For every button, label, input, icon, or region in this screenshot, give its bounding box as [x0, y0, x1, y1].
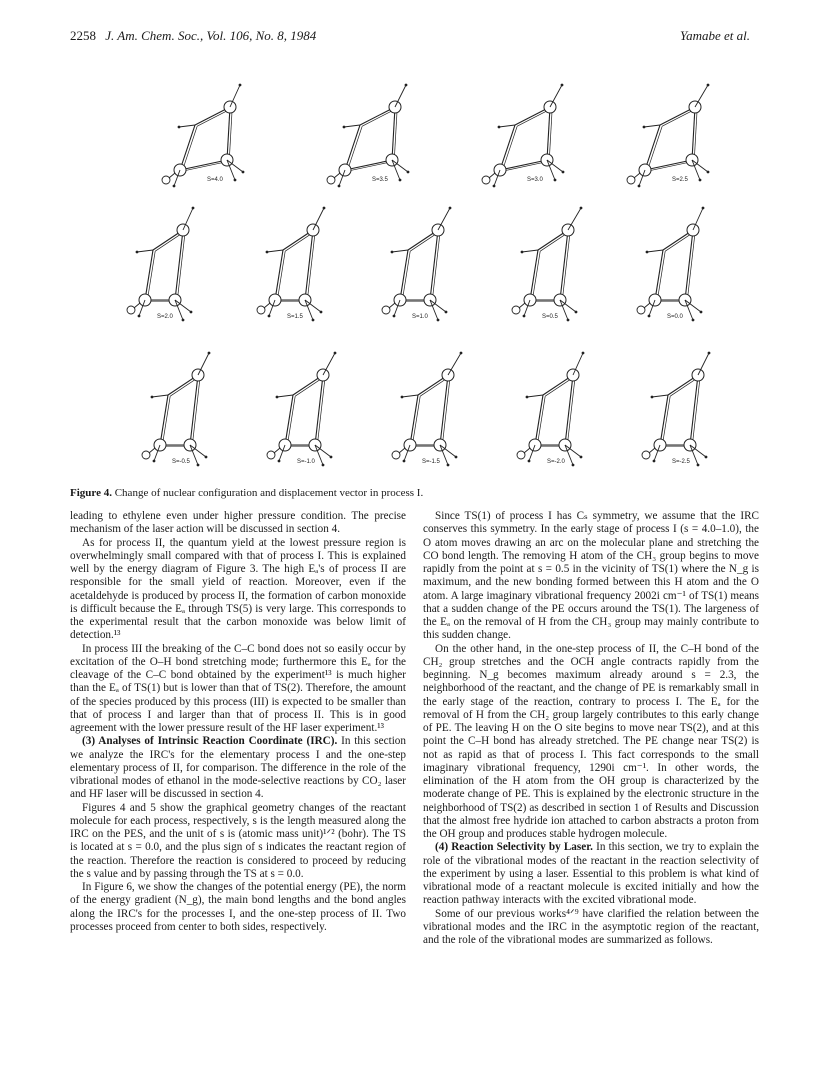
paragraph-text: Figures 4 and 5 show the graphical geometry changes of the reactant molecule for each process, respectively, s is the length measured along the IRC on the PES, and the unit of s is (atomic mass unit)¹ᐟ² (bohr). The TS is located at s = 0.0, and the plus sign of s indicates the reactant region of the reaction. Therefore the reaction is considered to proceed by reducing the s value and by passing through the TS at s = 0.0. — [70, 801, 406, 880]
vector-tip — [136, 251, 139, 254]
bond-line — [440, 375, 448, 445]
paragraph-text: Since TS(1) of process I has Cₛ symmetry, we assume that the IRC conserves this symmetry. In the early stage of process I (s = 4.0–1.0), the O atom moves drawing an arc on the molecular plane and stretching the CO bond length. The removing H atom of the CH₃ group begins to move rapidly from the point at s = 0.5 in the vicinity of TS(1) where the N_g is maximum, and the new bonding formed between this H atom and the O atom. A large imaginary vibrational frequency 2002i cm⁻¹ of TS(1) means that a sudden change of the PE occurs around the TS(1). The largeness of the Eₐ on the removal of H from the CH₃ group may mainly contribute to this sudden change. — [423, 510, 759, 642]
vector-tip — [405, 84, 408, 87]
vector-tip — [460, 352, 463, 355]
bond-line — [389, 303, 395, 308]
vector-tip — [692, 319, 695, 322]
vector-tip — [699, 179, 702, 182]
vector-tip — [391, 251, 394, 254]
vector-tip — [242, 171, 245, 174]
atom-circle — [382, 306, 390, 314]
bond-line — [502, 126, 517, 171]
molecule-panel — [627, 84, 709, 188]
atom-circle — [637, 306, 645, 314]
vector-tip — [208, 352, 211, 355]
molecule-panel — [482, 84, 564, 188]
vector-tip — [651, 396, 654, 399]
molecule-panel — [267, 352, 336, 467]
atom-circle — [392, 451, 400, 459]
bond-line — [660, 395, 668, 445]
atom-circle — [127, 306, 135, 314]
vector-tip — [276, 396, 279, 399]
vector-tip — [403, 460, 406, 463]
molecule-panel — [637, 207, 704, 322]
paragraph-text: In Figure 6, we show the changes of the potential energy (PE), the norm of the energy gradient (N_g), the main bond lengths and the bond angles along the IRC's for the processes I, and the one-step process of II. Two processes proceed from center to both sides, respectively. — [70, 881, 406, 933]
atom-circle — [327, 176, 335, 184]
panel-label: S=0.5 — [542, 314, 558, 320]
displacement-vector — [448, 353, 461, 375]
vector-tip — [266, 251, 269, 254]
vector-tip — [526, 396, 529, 399]
panel-label: S=4.0 — [207, 177, 223, 183]
vector-tip — [528, 460, 531, 463]
vector-tip — [399, 179, 402, 182]
panel-label: S=0.0 — [667, 314, 683, 320]
vector-tip — [572, 464, 575, 467]
vector-tip — [178, 126, 181, 129]
molecule-panel — [162, 84, 244, 188]
displacement-vector — [647, 250, 663, 252]
molecule-configuration-figure — [70, 55, 760, 485]
bond-line — [275, 250, 283, 300]
right-text-column — [423, 510, 759, 947]
bond-line — [180, 160, 227, 170]
displacement-vector — [550, 85, 562, 107]
vector-tip — [567, 319, 570, 322]
vector-tip — [445, 311, 448, 314]
vector-tip — [648, 315, 651, 318]
vector-tip — [322, 464, 325, 467]
atom-circle — [267, 451, 275, 459]
header-authors: Yamabe et al. — [680, 28, 750, 43]
displacement-vector — [644, 125, 660, 127]
molecule-panel — [127, 207, 194, 322]
vector-tip — [705, 456, 708, 459]
vector-tip — [554, 179, 557, 182]
vector-tip — [334, 352, 337, 355]
running-header — [70, 28, 750, 48]
vector-tip — [449, 207, 452, 210]
displacement-vector — [527, 395, 543, 397]
panel-label: S=-1.0 — [297, 459, 315, 465]
vector-tip — [653, 460, 656, 463]
bond-line — [690, 375, 698, 445]
bond-line — [560, 230, 568, 300]
paragraph-text: As for process II, the quantum yield at the lowest pressure region is overwhelmingly small compared with that of process I. This is explained well by the energy diagram of Figure 3. The high Eₐ's of process II are responsible for the small yield of reaction. Moreover, even if the acetaldehyde is produced by process II, the formation of carbon monoxide is difficult because the Eₐ through TS(5) is very large. This corresponds to the experimental result that the carbon monoxide was below limit of detection.¹³ — [70, 536, 406, 642]
vector-tip — [582, 352, 585, 355]
bond-line — [345, 125, 360, 170]
displacement-vector — [402, 395, 418, 397]
molecule-panel — [257, 207, 325, 322]
left-text-column — [70, 510, 406, 934]
journal-citation: J. Am. Chem. Soc., Vol. 106, No. 8, 1984 — [105, 28, 317, 43]
bond-line — [169, 173, 175, 178]
bond-line — [645, 125, 660, 170]
vector-tip — [498, 126, 501, 129]
displacement-vector — [179, 125, 195, 127]
bond-line — [430, 230, 438, 300]
molecule-panel — [642, 352, 710, 467]
vector-tip — [393, 315, 396, 318]
vector-tip — [407, 171, 410, 174]
bond-line — [500, 125, 515, 170]
bond-line — [334, 173, 340, 178]
displacement-vector — [522, 250, 538, 252]
molecule-panel — [517, 352, 584, 467]
bond-line — [149, 448, 155, 453]
vector-tip — [173, 185, 176, 188]
vector-tip — [182, 319, 185, 322]
displacement-vector — [344, 125, 360, 127]
bond-line — [410, 395, 418, 445]
bond-line — [519, 303, 525, 308]
bond-line — [175, 230, 183, 300]
vector-tip — [707, 84, 710, 87]
displacement-vector — [267, 250, 283, 252]
panel-label: S=3.5 — [372, 177, 388, 183]
caption-text: Change of nuclear configuration and displacement vector in process I. — [111, 487, 424, 499]
vector-tip — [697, 464, 700, 467]
vector-tip — [523, 315, 526, 318]
atom-circle — [162, 176, 170, 184]
vector-tip — [268, 315, 271, 318]
displacement-vector — [392, 250, 408, 252]
paragraph — [423, 510, 759, 643]
page-number: 2258 — [70, 28, 96, 43]
vector-tip — [707, 171, 710, 174]
paragraph — [70, 881, 406, 934]
vector-tip — [437, 319, 440, 322]
bond-line — [274, 448, 280, 453]
bond-line — [634, 173, 640, 178]
displacement-vector — [499, 125, 515, 127]
bond-line — [500, 160, 547, 170]
paragraph — [70, 643, 406, 736]
bond-line — [489, 173, 495, 178]
atom-circle — [482, 176, 490, 184]
vector-tip — [138, 315, 141, 318]
vector-tip — [447, 464, 450, 467]
atom-circle — [627, 176, 635, 184]
molecule-panel — [142, 352, 210, 467]
vector-tip — [708, 352, 711, 355]
vector-tip — [338, 185, 341, 188]
displacement-vector — [438, 208, 450, 230]
displacement-vector — [152, 395, 168, 397]
bond-line — [400, 250, 408, 300]
bond-line — [182, 126, 197, 171]
vector-tip — [580, 456, 583, 459]
vector-tip — [643, 126, 646, 129]
vector-tip — [580, 207, 583, 210]
molecule-panel — [327, 84, 409, 188]
bond-line — [530, 250, 538, 300]
vector-tip — [493, 185, 496, 188]
bond-line — [180, 125, 195, 170]
bond-line — [535, 395, 543, 445]
bond-line — [134, 303, 140, 308]
paragraph — [70, 537, 406, 643]
displacement-vector — [277, 395, 293, 397]
vector-tip — [151, 396, 154, 399]
bond-line — [145, 250, 153, 300]
bond-line — [647, 126, 662, 171]
bond-line — [399, 448, 405, 453]
panel-label: S=2.0 — [157, 314, 173, 320]
displacement-vector — [695, 85, 708, 107]
vector-tip — [561, 84, 564, 87]
vector-tip — [401, 396, 404, 399]
bond-line — [264, 303, 270, 308]
bond-line — [345, 160, 392, 170]
paragraph — [70, 735, 406, 801]
bond-line — [649, 448, 655, 453]
molecule-panel — [512, 207, 582, 322]
vector-tip — [330, 456, 333, 459]
displacement-vector — [137, 250, 153, 252]
bond-line — [685, 230, 693, 300]
vector-tip — [575, 311, 578, 314]
atom-circle — [517, 451, 525, 459]
atom-circle — [257, 306, 265, 314]
paragraph — [423, 841, 759, 907]
vector-tip — [192, 207, 195, 210]
paragraph-text: In this section we analyze the IRC's for the elementary process I and the one-step elementary process of II, for comparison. The difference in the role of the vibrational modes of ethanol in the mode-selective reactions by CO₂ laser and HF laser will be discussed in section 4. — [70, 735, 406, 801]
vector-tip — [190, 311, 193, 314]
bond-line — [524, 448, 530, 453]
paragraph — [423, 643, 759, 842]
section-heading: (3) Analyses of Intrinsic Reaction Coordinate (IRC). — [82, 735, 338, 748]
vector-tip — [638, 185, 641, 188]
bond-line — [347, 126, 362, 171]
panel-label: S=1.0 — [412, 314, 428, 320]
atom-circle — [512, 306, 520, 314]
atom-circle — [642, 451, 650, 459]
vector-tip — [702, 207, 705, 210]
panel-label: S=-1.5 — [422, 459, 440, 465]
figure-4 — [70, 55, 760, 485]
panel-label: S=-2.0 — [547, 459, 565, 465]
paragraph-text: In process III the breaking of the C–C bond does not so easily occur by excitation of the O–H bond stretching mode; furthermore this Eₐ for the cleavage of the C–C bond obtained by the experiment¹³ is much higher than the Eₐ of TS(1) but is lower than that of TS(2). Therefore, the amount of the species produced by this process (III) is expected to be smaller than that of process I and larger than that of process II. This is in good agreement with the lower pressure result of the HF laser experiment.¹³ — [70, 642, 406, 734]
vector-tip — [562, 171, 565, 174]
paragraph-text: On the other hand, in the one-step process of II, the C–H bond of the CH₂ group stretches and the OCH angle contracts rapidly from the beginning. N_g becomes maximum already around s = 2.3, the neighborhood of the reactant, and the change of PE is remarkably small in the early stage of the reaction, contrary to process I. The Eₐ for the removal of H from the CH₂ group largely contributes to this early change of PE. The leaving H on the O site begins to move near TS(2), and at this point the C–H bond has already stretched. The PE change near TS(2) is not as rapid as that of process I. This fact corresponds to the small imaginary vibrational frequency, 1290i cm⁻¹. In other words, the elimination of the H atom from the OH group is characterized by the moderate change of PE. This is explained by the electronic structure in the neighborhood of TS(2) as described in section 1 of Results and Discussion that the almost free hydride ion attached to carbon abstracts a proton from the OH group and produces stable hydrogen molecule. — [423, 642, 759, 840]
bond-line — [645, 160, 692, 170]
paragraph — [70, 802, 406, 882]
bond-line — [305, 230, 313, 300]
vector-tip — [646, 251, 649, 254]
vector-tip — [153, 460, 156, 463]
molecule-panel — [382, 207, 451, 322]
paragraph — [423, 908, 759, 948]
vector-tip — [455, 456, 458, 459]
displacement-vector — [323, 353, 335, 375]
vector-tip — [205, 456, 208, 459]
panel-label: S=-2.5 — [672, 459, 690, 465]
caption-label: Figure 4. — [70, 487, 112, 499]
vector-tip — [700, 311, 703, 314]
panel-label: S=-0.5 — [172, 459, 190, 465]
displacement-vector — [568, 208, 581, 230]
panel-label: S=2.5 — [672, 177, 688, 183]
bond-line — [655, 250, 663, 300]
vector-tip — [234, 179, 237, 182]
vector-tip — [323, 207, 326, 210]
bond-line — [644, 303, 650, 308]
section-heading: (4) Reaction Selectivity by Laser. — [435, 841, 593, 854]
bond-line — [565, 375, 573, 445]
bond-line — [190, 375, 198, 445]
bond-line — [160, 395, 168, 445]
paragraph-text: leading to ethylene even under higher pressure condition. The precise mechanism of the laser action will be discussed in section 4. — [70, 510, 406, 536]
vector-tip — [197, 464, 200, 467]
bond-line — [315, 375, 323, 445]
paragraph-text: In this section, we try to explain the role of the vibrational modes of the reactant in the reaction selectivity of the experiment by using a laser. Essential to this problem is what kind of vibrational mode of a reactant molecule is excited initially and how the reaction pathway interacts with the excited vibrational mode. — [423, 841, 759, 907]
panel-label: S=1.5 — [287, 314, 303, 320]
atom-circle — [142, 451, 150, 459]
vector-tip — [312, 319, 315, 322]
paragraph — [70, 510, 406, 537]
panel-label: S=3.0 — [527, 177, 543, 183]
molecule-panel — [392, 352, 462, 467]
vector-tip — [343, 126, 346, 129]
header-left — [70, 28, 316, 44]
vector-tip — [521, 251, 524, 254]
vector-tip — [278, 460, 281, 463]
vector-tip — [239, 84, 242, 87]
bond-line — [285, 395, 293, 445]
figure-caption — [70, 487, 760, 499]
vector-tip — [320, 311, 323, 314]
paragraph-text: Some of our previous works⁴ᐟ⁹ have clarified the relation between the vibrational modes and the IRC in the asymptotic region of the reactant, and the role of the vibrational modes are summarized as follows. — [423, 907, 759, 946]
displacement-vector — [652, 395, 668, 397]
